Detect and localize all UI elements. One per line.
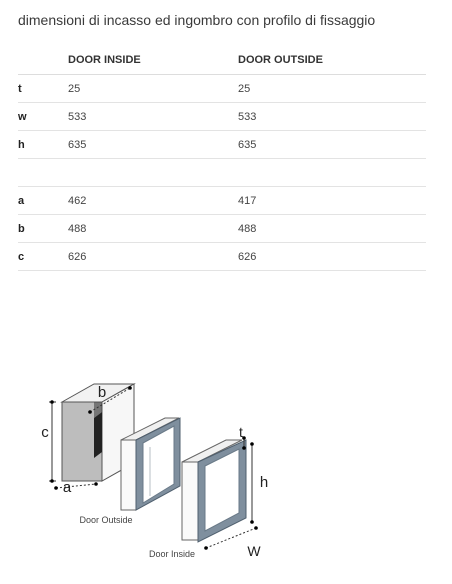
dimension-label-h: h (259, 474, 269, 491)
table-row (18, 215, 426, 243)
door-inside-value (68, 159, 238, 187)
dimension-label-w: W (247, 543, 261, 559)
door-inside-value: 25 (68, 75, 238, 103)
door-outside-value: 417 (238, 187, 426, 215)
door-outside-value (238, 159, 426, 187)
row-key: t (18, 75, 68, 103)
table-row (18, 131, 426, 159)
header-door-outside: DOOR OUTSIDE (238, 46, 426, 75)
table-row-spacer (18, 159, 426, 187)
table-row (18, 187, 426, 215)
door-inside-value: 626 (68, 243, 238, 271)
door-inside-value: 488 (68, 215, 238, 243)
door-inside-value: 635 (68, 131, 238, 159)
door-inside-value: 533 (68, 103, 238, 131)
row-key (18, 159, 68, 187)
fridge-door-inside (182, 440, 246, 542)
row-key: h (18, 131, 68, 159)
door-outside-value: 626 (238, 243, 426, 271)
door-outside-value: 488 (238, 215, 426, 243)
table-row (18, 103, 426, 131)
door-outside-value: 635 (238, 131, 426, 159)
door-outside-value: 25 (238, 75, 426, 103)
table-row (18, 243, 426, 271)
table-header-row (18, 46, 426, 75)
table-row (18, 75, 426, 103)
dimension-label-c: c (41, 424, 49, 441)
door-outside-value: 533 (238, 103, 426, 131)
door-inside-value: 462 (68, 187, 238, 215)
caption-door-inside: Door Inside (148, 549, 196, 559)
dimension-label-b: b (97, 384, 107, 401)
dimension-label-a: a (62, 479, 72, 496)
row-key: w (18, 103, 68, 131)
row-key: c (18, 243, 68, 271)
header-key (18, 46, 68, 75)
row-key: a (18, 187, 68, 215)
dimensions-table (18, 46, 426, 271)
header-door-inside: DOOR INSIDE (68, 46, 238, 75)
row-key: b (18, 215, 68, 243)
dimension-label-t: t (239, 424, 243, 440)
page-heading: dimensioni di incasso ed ingombro con profilo di fissaggio (18, 12, 376, 28)
installation-dimensions-diagram (0, 370, 452, 584)
caption-door-outside: Door Outside (79, 515, 133, 525)
